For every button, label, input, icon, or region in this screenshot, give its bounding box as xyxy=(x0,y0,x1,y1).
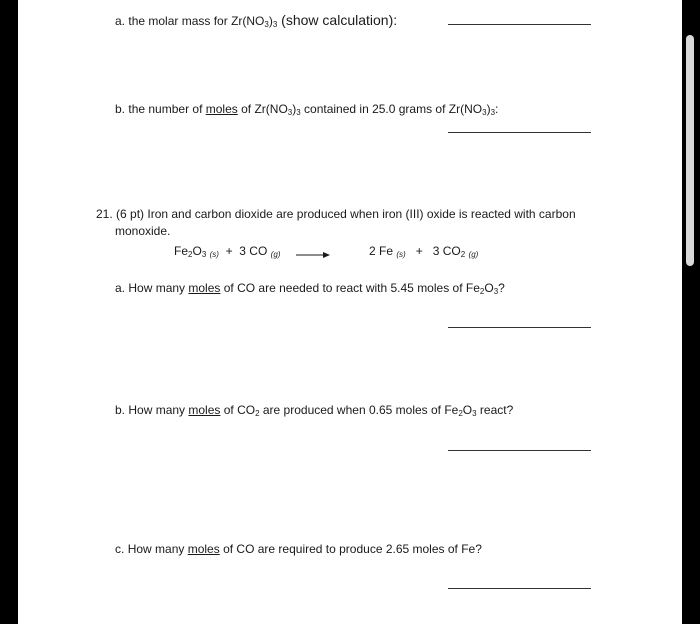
equation-reactants: $Fe_2O_3$ (s) + 3 CO (g) xyxy=(174,244,281,259)
equation-products: 2 Fe (s) + 3 $CO_2$ (g) xyxy=(369,244,479,259)
answer-line-21c[interactable] xyxy=(448,588,591,589)
question-20a: a. the molar mass for $Zr(NO_3)_3$ (show calculation): xyxy=(115,12,398,29)
scrollbar[interactable] xyxy=(686,35,694,266)
answer-line-20b[interactable] xyxy=(448,132,591,133)
question-21a: a. How many moles of CO are needed to react with 5.45 moles of $Fe_2O_3$? xyxy=(115,281,505,296)
answer-line-21b[interactable] xyxy=(448,450,591,451)
question-21b: b. How many moles of $CO_2$ are produced when 0.65 moles of $Fe_2O_3$ react? xyxy=(115,403,514,418)
answer-line-20a[interactable] xyxy=(448,24,591,25)
question-21: 21. (6 pt) Iron and carbon dioxide are produced when iron (III) oxide is reacted with carbon xyxy=(96,207,576,221)
question-21c: c. How many moles of CO are required to produce 2.65 moles of Fe? xyxy=(115,542,482,556)
worksheet-page xyxy=(18,0,682,624)
answer-line-21a[interactable] xyxy=(448,327,591,328)
question-21-line2: monoxide. xyxy=(115,224,171,238)
reaction-arrow-icon xyxy=(296,251,330,259)
question-20b: b. the number of moles of $Zr(NO_3)_3$ contained in 25.0 grams of $Zr(NO_3)_3$: xyxy=(115,102,499,117)
